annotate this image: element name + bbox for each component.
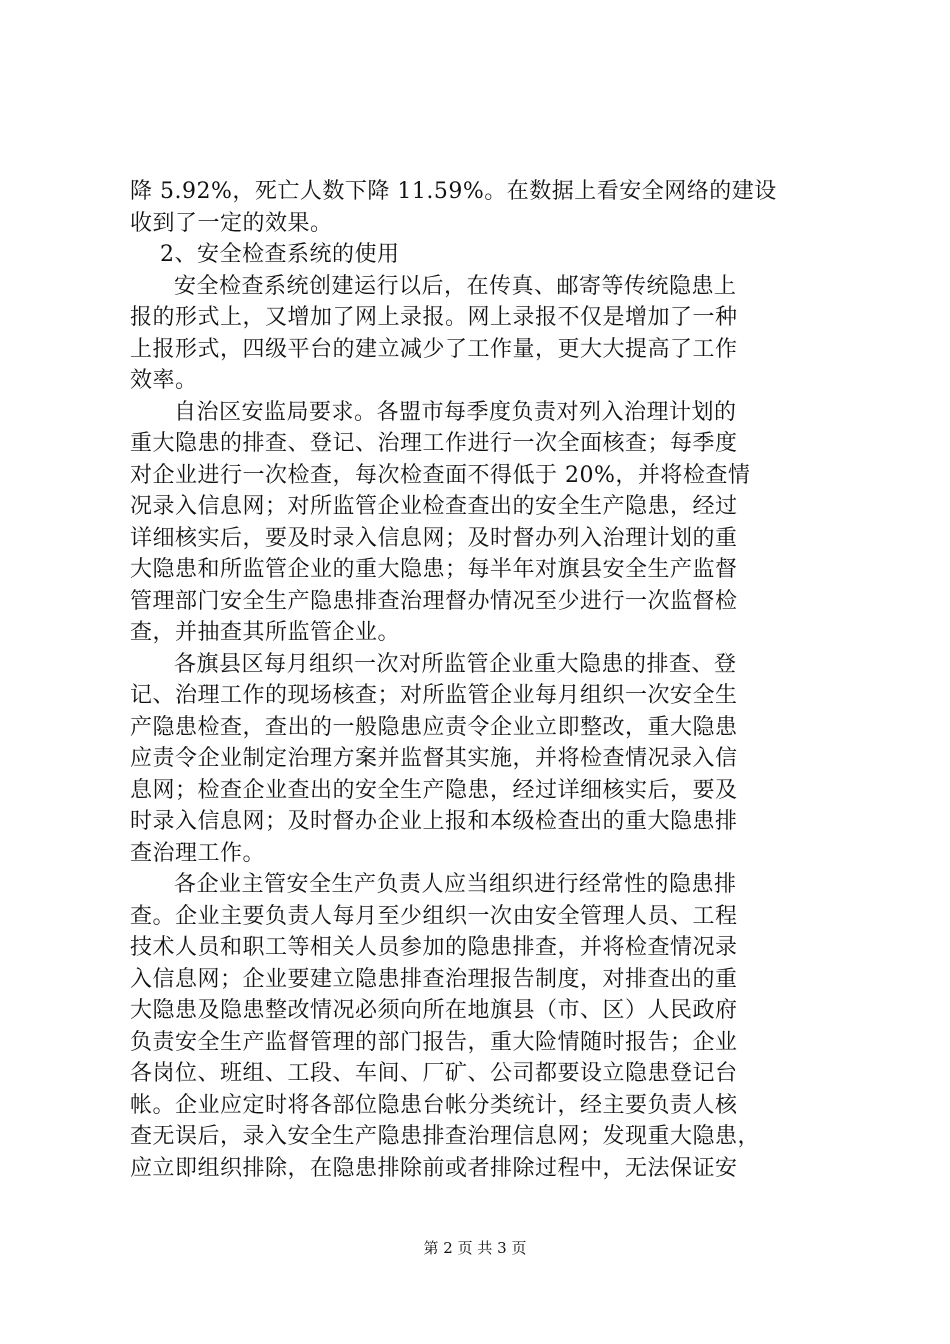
- text-line: 负责安全生产监督管理的部门报告，重大险情随时报告；企业: [130, 1029, 738, 1055]
- text-line: 重大隐患的排查、登记、治理工作进行一次全面核查；每季度: [130, 431, 738, 456]
- page-number-footer: 第 2 页 共 3 页: [423, 1239, 527, 1257]
- text-line: 入信息网；企业要建立隐患排查治理报告制度，对排查出的重: [130, 966, 738, 992]
- text-line: 上报形式，四级平台的建立减少了工作量，更大大提高了工作: [130, 336, 738, 362]
- text-line: 查无误后，录入安全生产隐患排查治理信息网；发现重大隐患，: [130, 1124, 761, 1149]
- section-heading: 2、安全检查系统的使用: [160, 242, 400, 267]
- text-line: 应立即组织排除，在隐患排除前或者排除过程中，无法保证安: [130, 1155, 738, 1181]
- text-line: 效率。: [130, 368, 198, 393]
- body-text: [130, 176, 830, 1184]
- text-line: 况录入信息网；对所监管企业检查查出的安全生产隐患，经过: [130, 494, 738, 519]
- text-line: 安全检查系统创建运行以后，在传真、邮寄等传统隐患上: [174, 273, 737, 299]
- text-line: 帐。企业应定时将各部位隐患台帐分类统计，经主要负责人核: [130, 1092, 738, 1118]
- text-line: 报的形式上，又增加了网上录报。网上录报不仅是增加了一种: [130, 305, 738, 330]
- text-line: 详细核实后，要及时录入信息网；及时督办列入治理计划的重: [130, 525, 738, 551]
- text-line: 技术人员和职工等相关人员参加的隐患排查，并将检查情况录: [130, 935, 738, 960]
- text-line: 时录入信息网；及时督办企业上报和本级检查出的重大隐患排: [130, 809, 738, 834]
- text-line: 查治理工作。: [130, 840, 266, 866]
- text-line: 应责令企业制定治理方案并监督其实施，并将检查情况录入信: [130, 746, 738, 771]
- text-line: 对企业进行一次检查，每次检查面不得低于 20%，并将检查情: [130, 462, 751, 488]
- text-line: 息网；检查企业查出的安全生产隐患，经过详细核实后，要及: [130, 777, 738, 803]
- text-line: 各旗县区每月组织一次对所监管企业重大隐患的排查、登: [174, 651, 737, 677]
- text-line: 大隐患和所监管企业的重大隐患；每半年对旗县安全生产监督: [130, 557, 738, 582]
- text-line: 查，并抽查其所监管企业。: [130, 620, 401, 645]
- text-line: 收到了一定的效果。: [130, 210, 333, 236]
- text-line: 查。企业主要负责人每月至少组织一次由安全管理人员、工程: [130, 903, 738, 929]
- text-line: 记、治理工作的现场核查；对所监管企业每月组织一次安全生: [130, 683, 738, 708]
- text-line: 自治区安监局要求。各盟市每季度负责对列入治理计划的: [174, 399, 737, 425]
- text-line: 各岗位、班组、工段、车间、厂矿、公司都要设立隐患登记台: [130, 1061, 738, 1086]
- text-line: 产隐患检查，查出的一般隐患应责令企业立即整改，重大隐患: [130, 714, 738, 740]
- text-line: 大隐患及隐患整改情况必须向所在地旗县（市、区）人民政府: [130, 998, 738, 1023]
- text-line: 各企业主管安全生产负责人应当组织进行经常性的隐患排: [174, 872, 737, 897]
- text-line: 降 5.92%，死亡人数下降 11.59%。在数据上看安全网络的建设: [130, 179, 777, 204]
- text-line: 管理部门安全生产隐患排查治理督办情况至少进行一次监督检: [130, 588, 738, 614]
